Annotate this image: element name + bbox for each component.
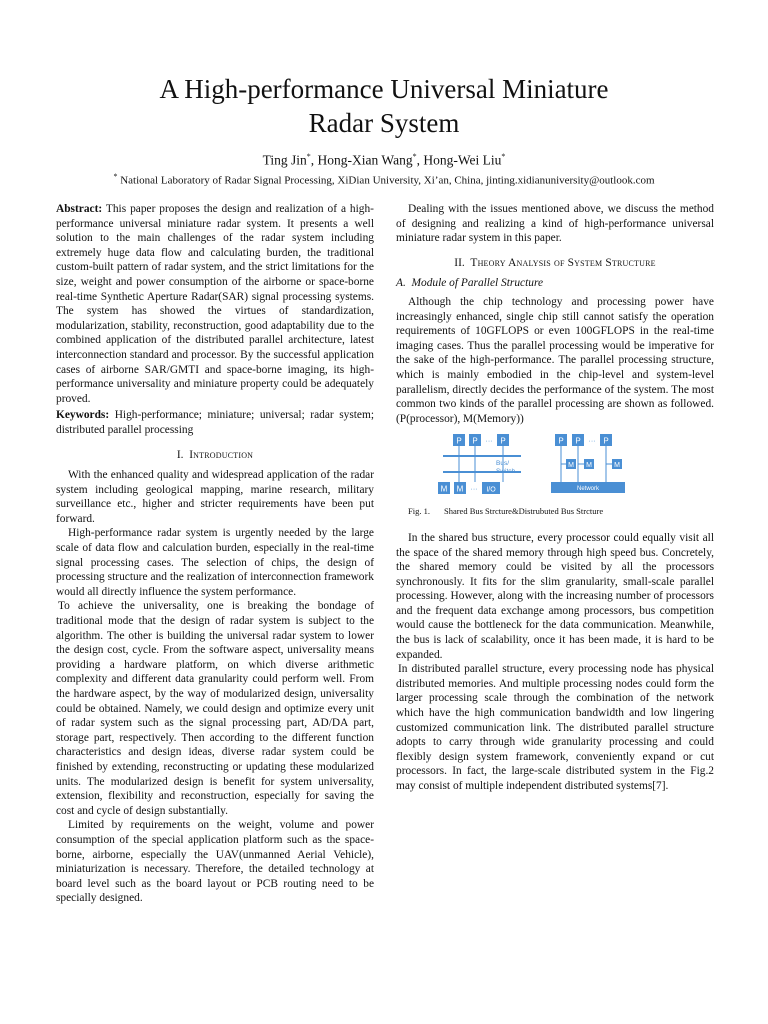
paragraph: In the shared bus structure, every processor could equally visit all the space of the shared memory through high speed bus. Concretely, the shared memory could be visited by all the processors synchronously. It fits for the slim granularity, small-scale parallel processing. However, along with the increasing number of processors and the frequent data exchange among processors, bus competition would cause the bottleneck for the data communication. Meanwhile, the bus is lack of scalability, once it has been made, it is hard to be expanded. xyxy=(396,531,714,661)
paragraph: Limited by requirements on the weight, volume and power consumption of the special application platform such as the space-borne, airborne, especially the UAV(unmanned Aerial Vehicle), miniaturization is necessary. Therefore, the detailed technology at board level such as the board layout or PCB routing need to be specially designed. xyxy=(56,819,374,905)
network-label: Network xyxy=(576,486,600,493)
figure-caption xyxy=(396,504,714,519)
section-number: II. xyxy=(454,256,465,269)
affiliation xyxy=(0,172,768,187)
subsection-heading xyxy=(396,276,714,291)
keywords-label: Keywords: xyxy=(56,409,110,422)
author-marker: * xyxy=(501,152,506,161)
author-marker: * xyxy=(306,152,311,161)
processor-label: P xyxy=(575,436,581,446)
keywords xyxy=(56,408,374,437)
bus-label: Bus/ xyxy=(496,460,510,468)
paper-title xyxy=(0,72,768,140)
processor-label: P xyxy=(558,436,564,446)
author-marker: * xyxy=(412,152,417,161)
shared-bus-diagram xyxy=(438,434,521,494)
io-label: I/O xyxy=(486,486,496,494)
ellipsis: ··· xyxy=(485,438,493,446)
processor-label: P xyxy=(500,436,506,446)
paragraph: Although the chip technology and processing power have increasingly enhanced, single chip still cannot satisfy the operation requirements of 10GFLOPS or even 100GFLOPS in the real-time imaging cases. Thus the parallel processing would be imperative for the sake of the high-performance. The parallel processing structure, which is mainly embodied in the chip-level and system-level parallelism, directly decides the performance of the system. The most common two kinds of the parallel processing are shown as followed. (P(processor), M(Memory)) xyxy=(396,295,714,425)
paragraph: High-performance radar system is urgently needed by the large scale of data flow and calculation burden, especially in the real-time signal processing cases. The selection of chips, the design of processing structure and the realization of interconnection framework would all directly influence the system performance. xyxy=(56,527,374,598)
figure-caption-text: Shared Bus Strcture&Distrubuted Bus Strcture xyxy=(443,506,604,517)
paragraph: To achieve the universality, one is breaking the bondage of traditional mode that the design of radar system is subject to the algorithm. The other is building the universal radar system to lower the design cost, cycle. From the software aspect, universality means providing a hardware platform, on which diverse arithmetic complexity and different data granularity could perform well. From the hardware aspect, by the way of modularized design, universality could be obtained. Namely, we could design and optimize every unit of radar system such as the signal processing part, AD/DA part, storage part, respectively. Then according to the different function characteristics and design ideas, diverse radar system could be finished by extending, reconstructing or updating these modularized units. The modularized design is benefit for system universality, extension, flexibility and reconstruction, especially for saving the cost and cycle of design substantially. xyxy=(56,600,374,817)
affiliation-text: National Laboratory of Radar Signal Processing, XiDian University, Xi’an, China, jinting.xidianuniversity@outlook.com xyxy=(120,174,655,187)
title-line-1: A High-performance Universal Miniature xyxy=(159,74,609,104)
distributed-diagram xyxy=(551,434,625,493)
keywords-text: High-performance; miniature; universal; radar system; distributed parallel processing xyxy=(56,409,374,436)
paragraph: In distributed parallel structure, every processing node has physical distributed memories. And multiple processing nodes could form the larger processing scale through the combination of the network which have the high communication bandwidth and low lingering customized communication link. The distributed parallel structure adopts to carry through wide granularity processing and could flexibly design system framework, conveniently expand or cut processors. In fact, the large-scale distributed system in the Fig.2 may consist of multiple independent distributed systems[7]. xyxy=(396,663,714,792)
switch-label: Switch xyxy=(496,468,516,476)
figure-1 xyxy=(396,432,714,502)
paragraph: With the enhanced quality and widespread application of the radar system including geological mapping, marine research, military surveillance etc., higher and stricter requirements have been put forward. xyxy=(56,469,374,525)
memory-label: M xyxy=(456,484,464,494)
left-column xyxy=(56,202,374,906)
memory-label: M xyxy=(568,462,574,470)
subsection-number: A. xyxy=(396,277,406,290)
ellipsis: ··· xyxy=(470,486,478,494)
processor-label: P xyxy=(472,436,478,446)
author-list: Ting Jin*, Hong-Xian Wang*, Hong-Wei Liu* xyxy=(262,152,506,168)
memory-label: M xyxy=(440,484,448,494)
right-column xyxy=(396,202,714,794)
abstract-label: Abstract: xyxy=(56,203,103,215)
processor-label: P xyxy=(603,436,609,446)
memory-label: M xyxy=(614,462,620,470)
section-number: I. xyxy=(176,448,184,461)
parallel-structure-diagram xyxy=(396,432,714,502)
processor-label: P xyxy=(456,436,462,446)
memory-label: M xyxy=(586,462,592,470)
abstract-text: This paper proposes the design and realization of a high-performance universal miniature radar system. It presents a well solution to the main challenges of the radar system including extremely huge data flow and calculating burden, the traditional custom-built pattern of radar system, and the strict limitations for the size, weight and power consumption of the airborne or space-borne real-time Synthetic Aperture Radar(SAR) signal processing systems. The system has showed the virtues of standardization, modularization, stability, reconstruction, good adaptability due to the combined application of the distributed parallel architecture, latest interconnection standard and processor. By the successful application cases of airborne SAR/GMTI and space-borne imaging, its high-performance universality and miniature property could be adequately proved. xyxy=(56,203,374,405)
section-heading-introduction xyxy=(56,448,374,463)
section-heading-theory xyxy=(396,256,714,271)
author-name: Ting Jin xyxy=(262,152,307,168)
paragraph: Dealing with the issues mentioned above, we discuss the method of designing and realizing a kind of high-performance universal miniature radar system in this paper. xyxy=(396,203,714,245)
author-name: Hong-Xian Wang xyxy=(317,152,413,168)
figure-number: Fig. 1. xyxy=(408,506,430,517)
author-name: Hong-Wei Liu xyxy=(423,152,502,168)
section-title: Introduction xyxy=(189,448,254,461)
affiliation-marker: * xyxy=(113,172,118,181)
subsection-title: Module of Parallel Structure xyxy=(411,277,544,290)
section-title: Theory Analysis of System Structure xyxy=(470,256,656,269)
abstract xyxy=(56,202,374,406)
ellipsis: ··· xyxy=(588,438,596,446)
title-line-2: Radar System xyxy=(308,108,460,138)
